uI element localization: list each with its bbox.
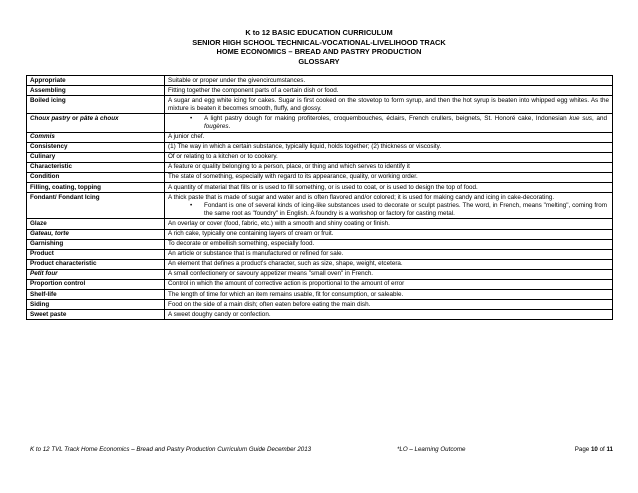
glossary-definition: Fitting together the component parts of a certain dish or food. — [165, 86, 613, 96]
glossary-definition: An element that defines a product's character, such as size, shape, weight, etcetera. — [165, 259, 613, 269]
table-row — [27, 269, 613, 279]
bullet-text: . — [228, 122, 231, 130]
glossary-definition: A junior chef. — [165, 132, 613, 142]
glossary-term: Sweet paste — [27, 310, 165, 320]
bullet-item: • Fondant is one of several kinds of icing-like substances used to decorate or sculpt pastries. The word, in French, means "melting", coming from the same root as "foundry" in English. A foundry is a workshop or factory for casting metal. — [168, 202, 609, 218]
glossary-definition — [165, 114, 613, 132]
page-total: 11 — [606, 446, 613, 453]
glossary-term: Shelf-life — [27, 290, 165, 300]
table-row — [27, 259, 613, 269]
glossary-definition: Suitable or proper under the givencircumstances. — [165, 76, 613, 86]
glossary-term: Condition — [27, 172, 165, 182]
definition-text: A thick paste that is made of sugar and water and is often flavored and/or colored; it is used for making candy and icing in cake-decorating. — [168, 193, 555, 201]
glossary-definition: A rich cake, typically one containing layers of cream or fruit. — [165, 229, 613, 239]
bullet-text: , and — [592, 114, 607, 122]
page-footer — [30, 446, 613, 456]
glossary-definition: The state of something, especially with regard to its appearance, quality, or working order. — [165, 172, 613, 182]
table-row — [27, 172, 613, 182]
glossary-term: Boiled icing — [27, 96, 165, 114]
bullet-text: A light pastry dough for making profiteroles, croquembouches, éclairs, French crullers, beignets, St. Honoré cake, Indonesian — [204, 114, 570, 122]
term-part-italic: pâte à choux — [80, 114, 119, 122]
glossary-definition: The length of time for which an item remains usable, fit for consumption, or saleable. — [165, 290, 613, 300]
table-row — [27, 310, 613, 320]
glossary-term: Commis — [27, 132, 165, 142]
table-row — [27, 76, 613, 86]
table-row — [27, 142, 613, 152]
bullet-text-italic: kue sus — [569, 114, 593, 122]
table-row — [27, 132, 613, 142]
glossary-definition: (1) The way in which a certain substance, typically liquid, holds together; (2) thickness or viscosity. — [165, 142, 613, 152]
glossary-term: Characteristic — [27, 162, 165, 172]
glossary-term: Appropriate — [27, 76, 165, 86]
glossary-definition: A small confectionery or savoury appetizer means "small oven" in French. — [165, 269, 613, 279]
table-row — [27, 114, 613, 132]
glossary-term: Garnishing — [27, 239, 165, 249]
page-number — [575, 446, 613, 453]
page-current: 10 — [590, 446, 598, 453]
header-track: SENIOR HIGH SCHOOL TECHNICAL-VOCATIONAL-LIVELIHOOD TRACK — [192, 37, 446, 47]
header-curriculum: K to 12 BASIC EDUCATION CURRICULUM — [245, 28, 393, 37]
glossary-definition: A quantity of material that fills or is used to fill something, or is used to coat, or is used to design the top of food. — [165, 183, 613, 193]
glossary-definition: An overlay or cover (food, fabric, etc.) with a smooth and shiny coating or finish. — [165, 219, 613, 229]
glossary-term — [27, 114, 165, 132]
glossary-term: Fondant/ Fondant Icing — [27, 193, 165, 219]
glossary-term: Gateau, torte — [27, 229, 165, 239]
term-part-connector: or — [70, 114, 81, 122]
table-row — [27, 96, 613, 114]
glossary-term: Assembling — [27, 86, 165, 96]
footer-lo-note: *LO – Learning Outcome — [397, 446, 466, 453]
bullet-text-italic: fougères — [204, 122, 229, 130]
term-part-italic: Choux pastry — [30, 114, 71, 122]
glossary-term: Siding — [27, 300, 165, 310]
table-row — [27, 152, 613, 162]
glossary-term: Consistency — [27, 142, 165, 152]
table-row — [27, 279, 613, 289]
table-row — [27, 193, 613, 219]
glossary-term: Proportion control — [27, 279, 165, 289]
table-row — [27, 219, 613, 229]
glossary-definition: Food on the side of a main dish; often eaten before eating the main dish. — [165, 300, 613, 310]
glossary-definition: An article or substance that is manufactured or refined for sale. — [165, 249, 613, 259]
glossary-term: Product characteristic — [27, 259, 165, 269]
header-subject: HOME ECONOMICS – BREAD AND PASTRY PRODUCTION — [216, 47, 422, 57]
table-row — [27, 162, 613, 172]
glossary-term: Filling, coating, topping — [27, 183, 165, 193]
glossary-definition: A sweet doughy candy or confection. — [165, 310, 613, 320]
glossary-term: Glaze — [27, 219, 165, 229]
glossary-definition: Of or relating to a kitchen or to cookery. — [165, 152, 613, 162]
table-row — [27, 239, 613, 249]
glossary-definition: Control in which the amount of corrective action is proportional to the amount of error — [165, 279, 613, 289]
glossary-term: Culinary — [27, 152, 165, 162]
glossary-term: Product — [27, 249, 165, 259]
document-header — [0, 28, 638, 66]
table-row — [27, 183, 613, 193]
bullet-item — [168, 115, 609, 131]
glossary-definition: A sugar and egg white icing for cakes. Sugar is first cooked on the stovetop to form syrup, and then the hot syrup is beaten into whipped egg whites. As the mixture is beaten it becomes smooth, fluffy, and glossy. — [165, 96, 613, 114]
glossary-table — [26, 75, 613, 320]
glossary-definition — [165, 193, 613, 219]
footer-guide-title: K to 12 TVL Track Home Economics – Bread and Pastry Production Curriculum Guide December 2013 — [30, 446, 312, 453]
table-row — [27, 86, 613, 96]
table-row — [27, 290, 613, 300]
page-prefix: Page — [574, 446, 591, 453]
table-row — [27, 300, 613, 310]
table-row — [27, 229, 613, 239]
header-glossary: GLOSSARY — [298, 56, 340, 66]
glossary-definition: To decorate or embellish something, especially food. — [165, 239, 613, 249]
page-of: of — [597, 446, 607, 453]
glossary-term: Petit four — [27, 269, 165, 279]
table-row — [27, 249, 613, 259]
glossary-definition: A feature or quality belonging to a person, place, or thing and which serves to identify it — [165, 162, 613, 172]
